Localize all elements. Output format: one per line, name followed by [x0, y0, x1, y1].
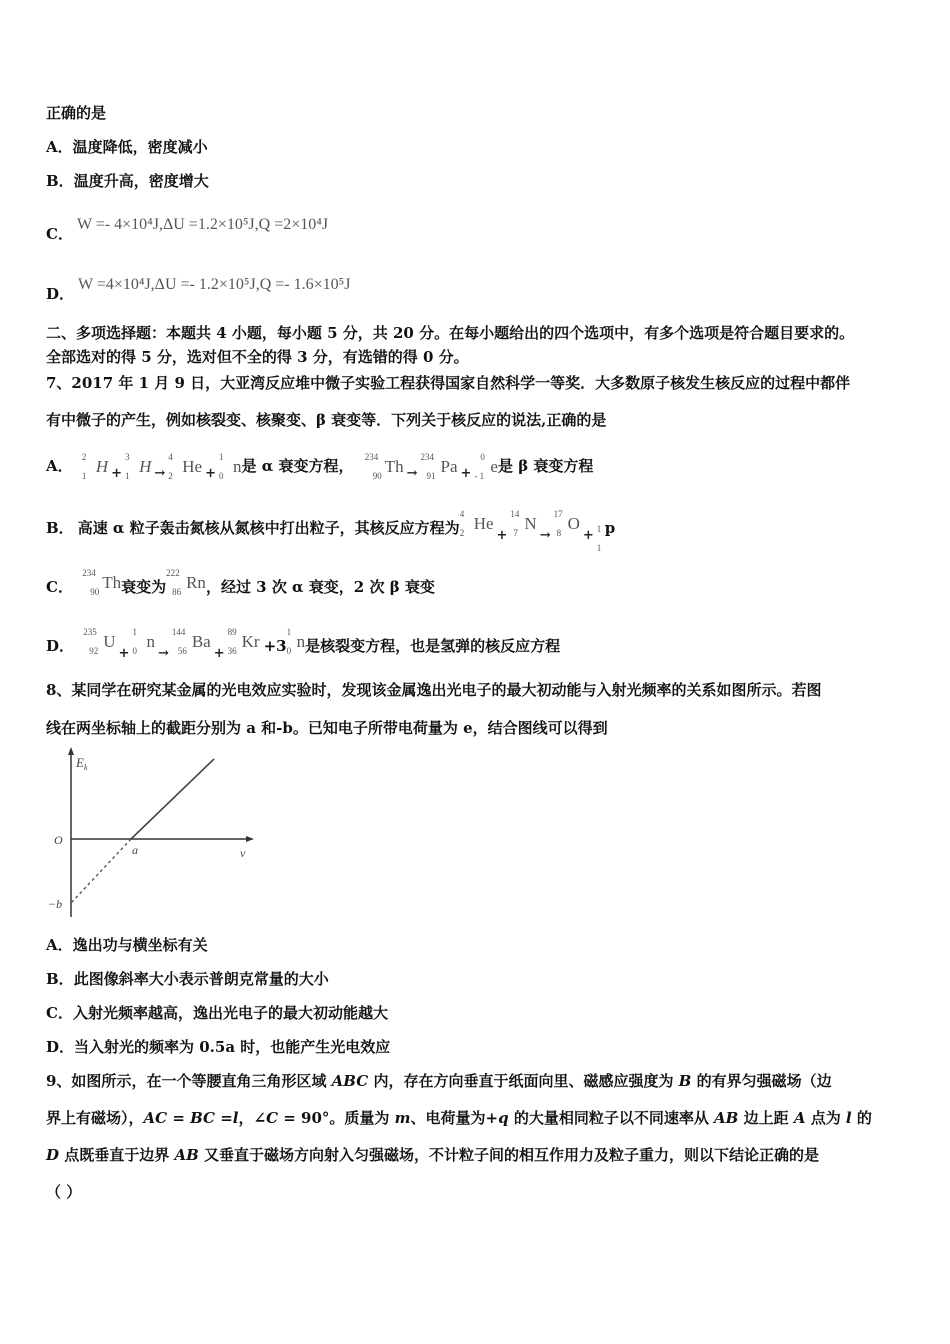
- nuclide-n1: 1 0 n: [132, 627, 155, 656]
- option-text: 是核裂变方程，也是氢弹的核反应方程: [305, 637, 561, 655]
- option-text: 此图像斜率大小表示普朗克常量的大小: [73, 970, 329, 988]
- q6-option-d: [46, 275, 350, 304]
- arrow: →: [539, 528, 551, 543]
- y-axis-label: $E_k$: [76, 755, 88, 772]
- option-letter: D．: [46, 1038, 75, 1056]
- origin-label: O: [54, 833, 63, 847]
- option-text: 当入射光的频率为 0.5a 时，也能产生光电效应: [74, 1038, 391, 1056]
- plus-sign: +: [582, 528, 594, 543]
- q7-stem-line2: 有中微子的产生，例如核裂变、核聚变、β 衰变等．下列关于核反应的说法,正确的是: [46, 411, 607, 429]
- x-axis-arrow: [246, 836, 254, 842]
- plus-sign: +: [205, 466, 216, 481]
- q7-option-b: B． 高速 α 粒子轰击氮核从氮核中打出粒子，其核反应方程为 4 2 He+ 14 7 N→ 17 8 O+ 1 1 p: [46, 509, 616, 553]
- option-text: 入射光频率越高，逸出光电子的最大初动能越大: [72, 1004, 388, 1022]
- nuclide-n1: 1 0 n: [286, 627, 306, 656]
- option-letter: C．: [46, 1004, 73, 1022]
- x-axis-label: ν: [240, 846, 246, 860]
- plus-sign: +: [460, 466, 472, 481]
- q9-stem-line3: D 点既垂直于边界 AB 又垂直于磁场方向射入匀强磁场，不计粒子间的相互作用力及粒子重力，则以下结论正确的是: [46, 1146, 820, 1164]
- plus-sign: +: [213, 646, 225, 661]
- dashed-extension: [71, 839, 131, 903]
- x-intercept-label: a: [132, 843, 138, 857]
- option-text: ，经过 3 次 α 衰变，2 次 β 衰变: [205, 578, 435, 596]
- arrow: →: [406, 466, 418, 481]
- q8-stem-line1: 8、某同学在研究某金属的光电效应实验时，发现该金属逸出光电子的最大初动能与入射光频率的关系如图所示。若图: [46, 681, 822, 699]
- option-letter: C．: [46, 225, 73, 243]
- formula: W =- 4×10⁴J,ΔU =1.2×10⁵J,Q =2×10⁴J: [76, 216, 329, 233]
- y-axis-arrow: [68, 747, 74, 755]
- nuclide-h2: 2 1 H: [81, 451, 109, 481]
- nuclide-o17: 17 8 O: [553, 509, 580, 538]
- q8-option-c: [46, 1003, 388, 1023]
- q7-option-a: [46, 451, 594, 484]
- option-letter: B．: [46, 519, 74, 537]
- option-text: 温度升高，密度增大: [73, 172, 209, 190]
- option-text: 温度降低，密度减小: [72, 138, 208, 156]
- q6-option-c: [46, 215, 328, 244]
- proton-symbol: p: [604, 519, 616, 537]
- plus-sign: +: [496, 528, 508, 543]
- nuclide-ba144: 144 56 Ba: [171, 627, 211, 656]
- plus-sign: +: [118, 646, 130, 661]
- nuclide-rn222: 222 86 Rn: [166, 568, 206, 597]
- nuclide-kr89: 89 36 Kr: [227, 627, 260, 656]
- option-letter: D．: [46, 285, 75, 303]
- option-letter: B．: [46, 172, 74, 190]
- option-letter: A．: [46, 457, 73, 475]
- nuclide-n1: 1 0 n: [218, 451, 242, 481]
- q6-option-b: [46, 171, 209, 191]
- nuclide-e0: 0 - 1 e: [474, 451, 498, 481]
- option-letter: A．: [46, 138, 73, 156]
- section2-line2: 全部选对的得 5 分，选对但不全的得 3 分，有选错的得 0 分。: [46, 348, 469, 366]
- q8-option-d: [46, 1037, 390, 1057]
- option-text: 是 β 衰变方程: [497, 457, 594, 475]
- option-text: 是 α 衰变方程，: [241, 457, 354, 475]
- q7-stem-line1: 7、2017 年 1 月 9 日，大亚湾反应堆中微子实验工程获得国家自然科学一等奖．大多数原子核发生核反应的过程中都伴: [46, 374, 851, 392]
- formula: W =4×10⁴J,ΔU =- 1.2×10⁵J,Q =- 1.6×10⁵J: [78, 276, 351, 293]
- nuclide-pa234: 234 91 Pa: [420, 451, 458, 481]
- y-intercept-label: −b: [48, 897, 63, 911]
- nuclide-u235: 235 92 U: [83, 627, 116, 656]
- q8-option-b: [46, 969, 329, 989]
- arrow: →: [154, 466, 166, 481]
- option-letter: C．: [46, 578, 73, 596]
- q6-stem-tail: 正确的是: [46, 104, 107, 122]
- nuclide-n14: 14 7 N: [510, 509, 537, 538]
- nuclide-h3: 3 1 H: [125, 451, 152, 481]
- nuclide-th234: 234 90 Th: [364, 451, 404, 481]
- solid-line: [131, 759, 214, 839]
- nuclide-th234: 234 90 Th: [82, 568, 122, 597]
- option-letter: A．: [46, 936, 73, 954]
- q7-option-d: [46, 627, 561, 664]
- nuclide-he4: 4 2 He: [168, 451, 203, 481]
- q8-option-a: [46, 935, 208, 955]
- plus-sign: +: [111, 466, 123, 481]
- option-letter: B．: [46, 970, 74, 988]
- nuclide-he4: 4 2 He: [459, 509, 494, 538]
- option-text: 衰变为: [121, 578, 167, 596]
- section2-line1: 二、多项选择题：本题共 4 小题，每小题 5 分，共 20 分。在每小题给出的四个选项中，有多个选项是符合题目要求的。: [46, 324, 855, 342]
- photoelectric-graph: [46, 745, 261, 920]
- option-letter: D．: [46, 637, 75, 655]
- arrow: →: [157, 646, 169, 661]
- option-text: 高速 α 粒子轰击氮核从氮核中打出粒子，其核反应方程为: [77, 519, 460, 537]
- coefficient: +3: [263, 637, 287, 655]
- q9-stem-line1: 9、如图所示，在一个等腰直角三角形区域 ABC 内，存在方向垂直于纸面向里、磁感应强度为 B 的有界匀强磁场（边: [46, 1072, 832, 1090]
- q8-stem-line2: 线在两坐标轴上的截距分别为 a 和-b。已知电子所带电荷量为 e，结合图线可以得到: [46, 719, 608, 737]
- q9-answer-bracket: （ ）: [46, 1183, 82, 1201]
- option-text: 逸出功与横坐标有关: [72, 936, 208, 954]
- q9-stem-line2: 界上有磁场），AC = BC =l，∠C = 90°。质量为 m、电荷量为+q 的大量相同粒子以不同速率从 AB 边上距 A 点为 l 的: [46, 1109, 872, 1127]
- q6-option-a: [46, 137, 208, 157]
- q7-option-c: [46, 568, 435, 597]
